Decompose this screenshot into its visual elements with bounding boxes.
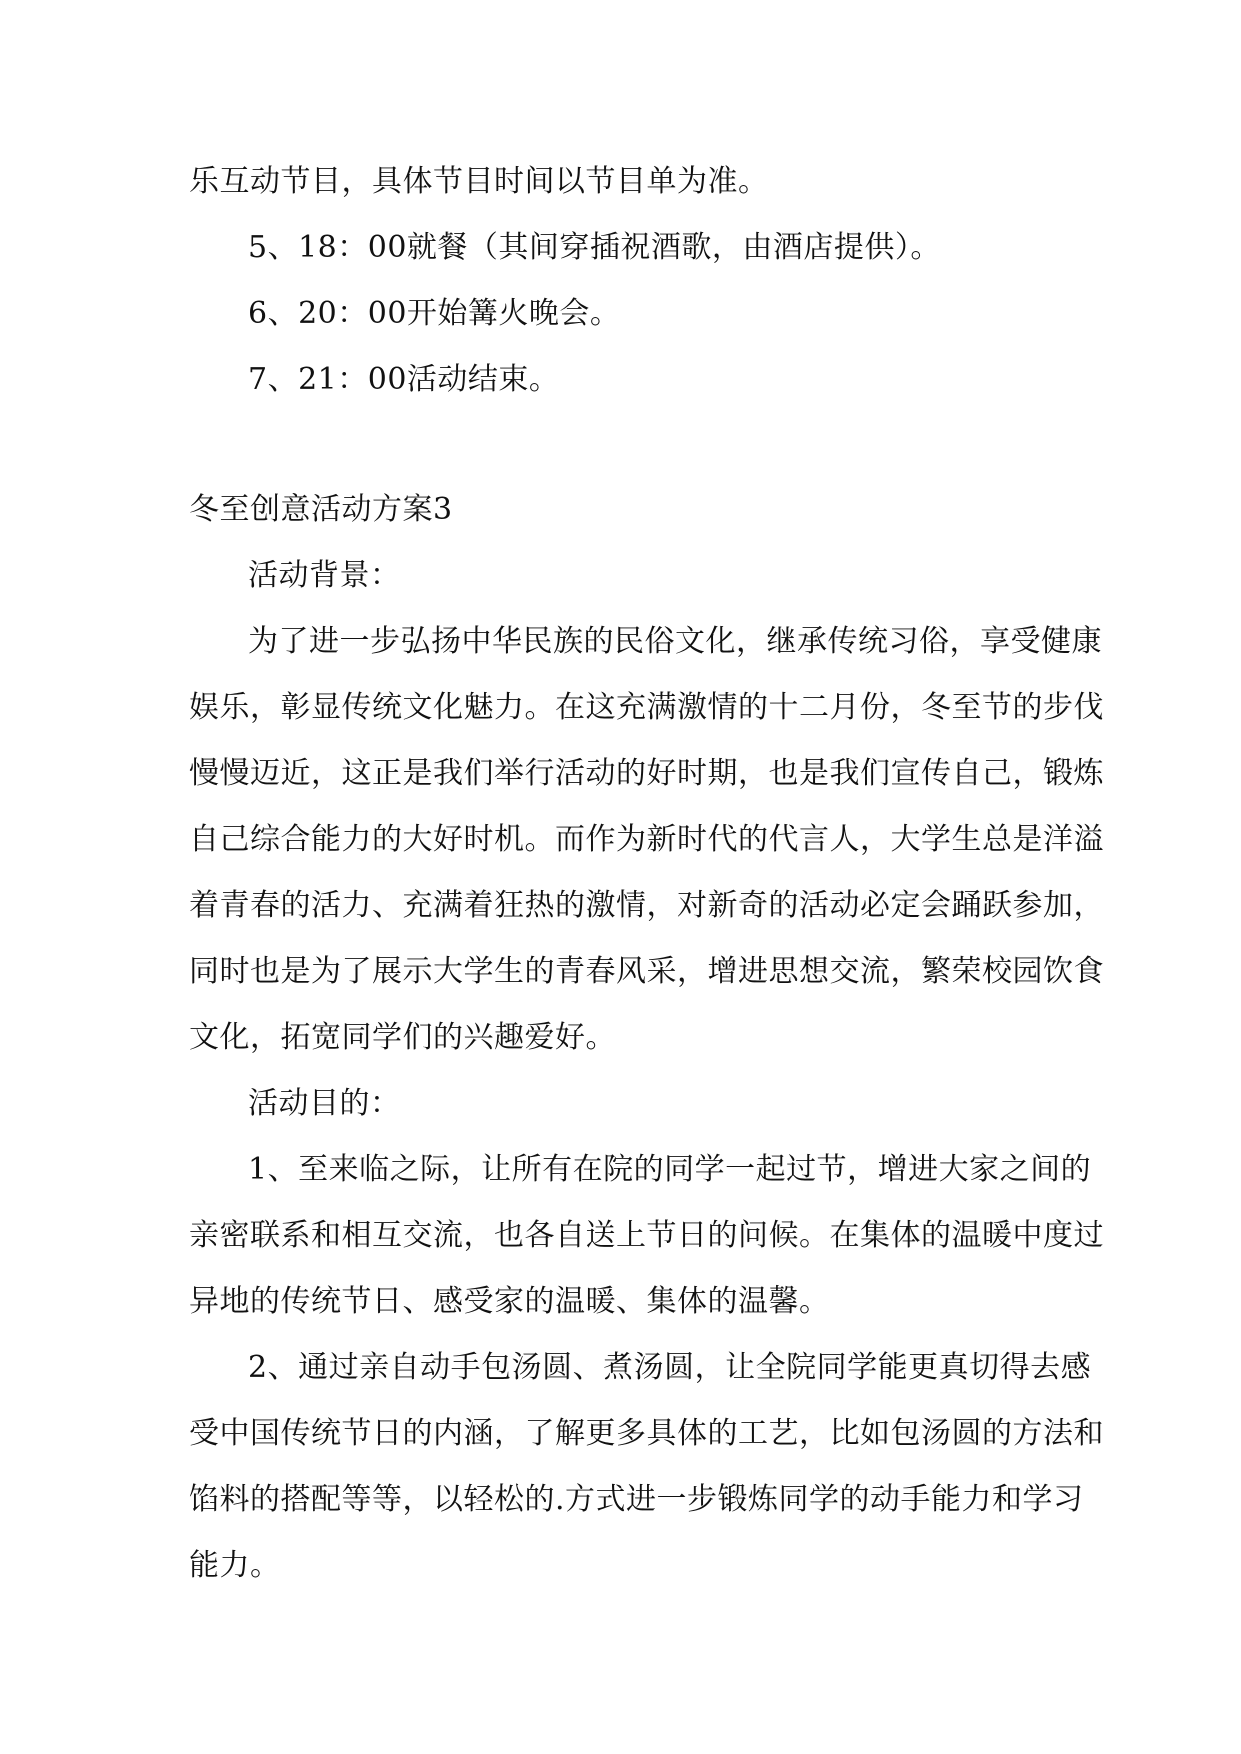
paragraph-line: 亲密联系和相互交流，也各自送上节日的问候。在集体的温暖中度过 [189,1218,1104,1253]
paragraph-line: 受中国传统节日的内涵，了解更多具体的工艺，比如包汤圆的方法和 [189,1416,1104,1451]
subheading: 活动背景： [248,558,401,593]
paragraph-line: 同时也是为了展示大学生的青春风采，增进思想交流，繁荣校园饮食 [189,954,1104,989]
paragraph-line: 馅料的搭配等等，以轻松的.方式进一步锻炼同学的动手能力和学习 [189,1482,1084,1517]
paragraph-line: 娱乐，彰显传统文化魅力。在这充满激情的十二月份，冬至节的步伐 [189,690,1104,725]
paragraph-line: 为了进一步弘扬中华民族的民俗文化，继承传统习俗，享受健康 [248,624,1102,659]
paragraph-line: 着青春的活力、充满着狂热的激情，对新奇的活动必定会踊跃参加， [189,888,1104,923]
paragraph-line: 文化，拓宽同学们的兴趣爱好。 [189,1020,616,1055]
section-title: 冬至创意活动方案3 [189,492,453,527]
paragraph-line: 能力。 [189,1548,281,1583]
list-item: 7、21：00活动结束。 [248,362,560,397]
subheading: 活动目的： [248,1086,401,1121]
list-item: 6、20：00开始篝火晚会。 [248,296,621,331]
text-line: 乐互动节目，具体节目时间以节目单为准。 [189,164,769,199]
paragraph-line: 自己综合能力的大好时机。而作为新时代的代言人，大学生总是洋溢 [189,822,1104,857]
paragraph-line: 异地的传统节日、感受家的温暖、集体的温馨。 [189,1284,830,1319]
paragraph-line: 2、通过亲自动手包汤圆、煮汤圆，让全院同学能更真切得去感 [248,1350,1092,1385]
list-item: 5、18：00就餐（其间穿插祝酒歌，由酒店提供）。 [248,230,941,265]
paragraph-line: 慢慢迈近，这正是我们举行活动的好时期，也是我们宣传自己，锻炼 [189,756,1104,791]
paragraph-line: 1、至来临之际，让所有在院的同学一起过节，增进大家之间的 [248,1152,1092,1187]
